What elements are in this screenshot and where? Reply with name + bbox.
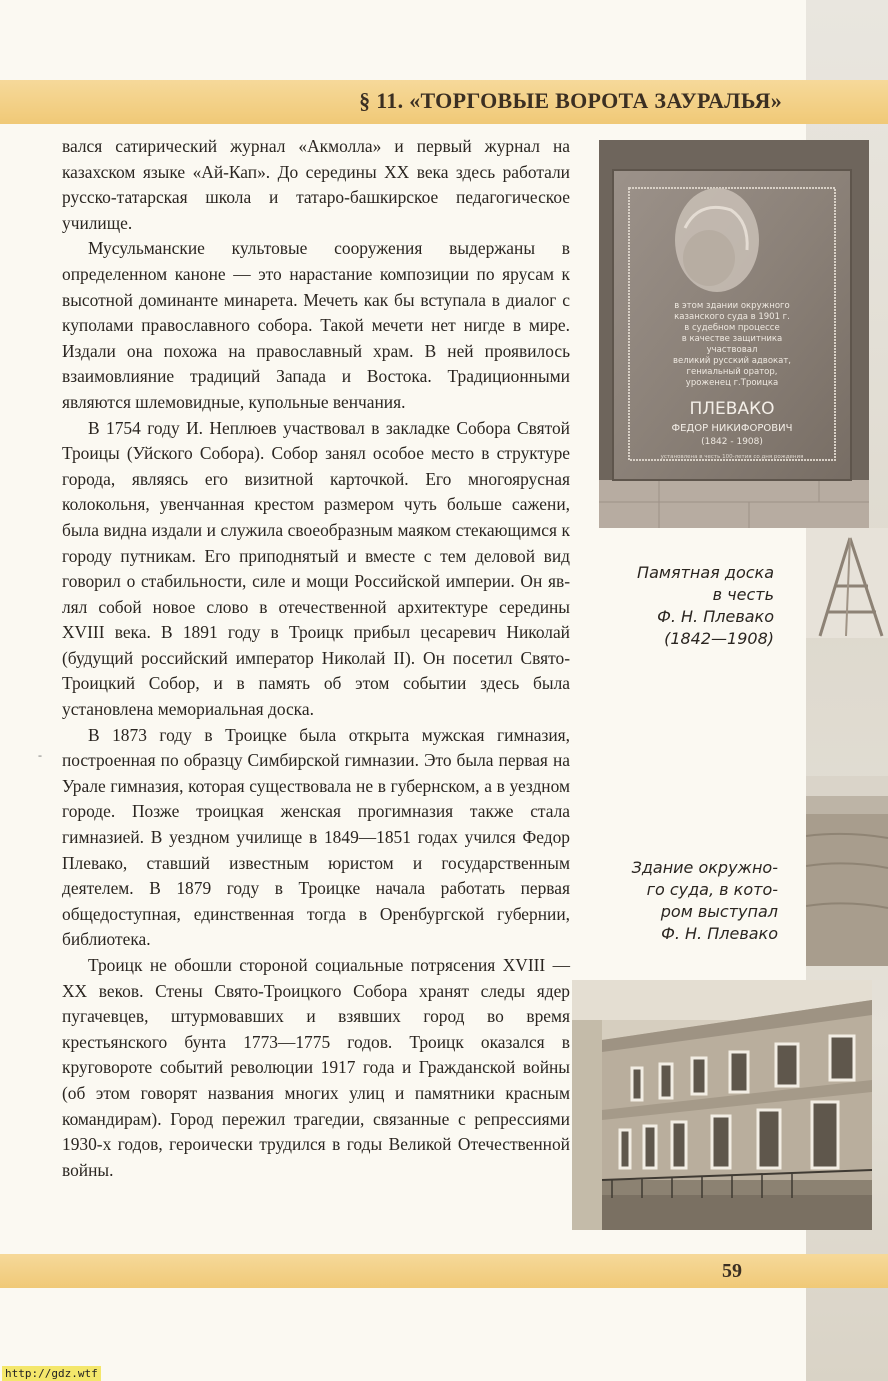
plaque-line: гениальный оратор, <box>686 367 778 377</box>
caption-line: Памятная доска <box>637 563 774 582</box>
plaque-line: великий русский адвокат, <box>672 356 792 366</box>
building-photo <box>572 980 872 1230</box>
paragraph: Троицк не обошли стороной социальные потрясения XVIII — XX веков. Стены Свято-Троицкого Собора хранят следы ядер пугачевцев, штурмовавших и взявших город во время крестьянского бунта 1773—1775 годов. Троицк оказался в круговороте событий революции 1917 года и Гражданской войны (об этом говорят названия многих улиц и памятники красным командирам). Город пережил трагедии, связанные с репрессиями 1930-х годов, героически трудился в годы Великой Отечественной войны. <box>62 955 570 1180</box>
plaque-line: казанского суда в 1901 г. <box>674 312 790 322</box>
caption-line: ром выступал <box>660 902 778 921</box>
paragraph: вался сатирический журнал «Акмолла» и первый журнал на казахском языке «Ай-Кап». До середины XX века здесь работали русско-татарская школа и татаро-башкирское педагогическое училище. <box>62 136 570 233</box>
plaque-surname: ПЛЕВАКО <box>689 399 775 419</box>
plaque-caption <box>600 562 774 650</box>
plaque-name: ФЕДОР НИКИФОРОВИЧ <box>671 423 793 434</box>
section-title: § 11. «ТОРГОВЫЕ ВОРОТА ЗАУРАЛЬЯ» <box>359 88 782 113</box>
body-text <box>62 134 570 1183</box>
watermark-link[interactable]: http://gdz.wtf <box>2 1366 101 1381</box>
plaque-years: (1842 - 1908) <box>701 437 763 447</box>
paragraph: Мусульманские культовые сооружения выдержаны в определенном каноне — это нарастание композиции по ярусам к высотной доминанте минарета. Мечеть как бы вступала в диалог с куполами православного собора. Такой мечети нет нигде в мире. Издали она похожа на православный храм. В ней проявилось взаимовлияние традиций Запада и Востока. Традиционными являются шлемовидные, купольные венчания. <box>62 238 570 412</box>
page-number: 59 <box>722 1260 742 1282</box>
building-caption <box>596 857 778 945</box>
tower-photo <box>806 528 888 638</box>
plaque-line: участвовал <box>706 345 758 355</box>
caption-line: (1842—1908) <box>664 629 774 648</box>
paragraph: В 1873 году в Троицке была открыта мужская гимназия, построенная по образцу Симбирской гимназии. Это была первая на Урале гимназия, которая существовала не в губернском, а в уездном городе. Позже троицкая женская прогимназия также стала гимназией. В уездном училище в 1849—1851 годах учился Федор Плевако, ставший известным юристом и государственным деятелем. В 1879 году в Троицке начала работать первая общедоступная, единственная тогда в Оренбургской губернии, библиотека. <box>62 724 570 950</box>
plaque-line: в качестве защитника <box>681 334 783 344</box>
field-photo <box>806 776 888 966</box>
caption-line: Ф. Н. Плевако <box>661 924 778 943</box>
caption-line: в честь <box>712 585 774 604</box>
paragraph: В 1754 году И. Неплюев участвовал в закладке Собора Святой Троицы (Уйского Собора). Собор занял особое место в структуре города, являясь его визитной карточкой. Его многоярусная колокольня, увенчанная крестом размером чуть больше сажени, была видна издали и служила своеобразным маяком стекающимся к городу путникам. Его приподнятый и вместе с тем деловой вид говорил о стабильности, силе и мощи Российской империи. Он являл собой новое слово в отечественной архитектуре середины XVIII века. В 1891 году в Троицк прибыл цесаревич Николай (будущий российский император Николай II). Он посетил Свято-Троицкий Собор, и в память об этом событии здесь была установлена мемориальная доска. <box>62 417 570 720</box>
plaque-line: в этом здании окружного <box>674 301 790 311</box>
footer-band <box>0 1254 888 1288</box>
caption-line: Здание окружно- <box>631 858 778 877</box>
plaque-footer: установлена в честь 100-летия со дня рождения <box>660 454 804 460</box>
plaque-line: уроженец г.Троицка <box>685 378 779 388</box>
plaque-line: в судебном процессе <box>684 323 780 333</box>
margin-mark: - <box>38 748 42 762</box>
caption-line: Ф. Н. Плевако <box>657 607 774 626</box>
plaque-photo <box>599 140 869 528</box>
caption-line: го суда, в кото- <box>646 880 778 899</box>
